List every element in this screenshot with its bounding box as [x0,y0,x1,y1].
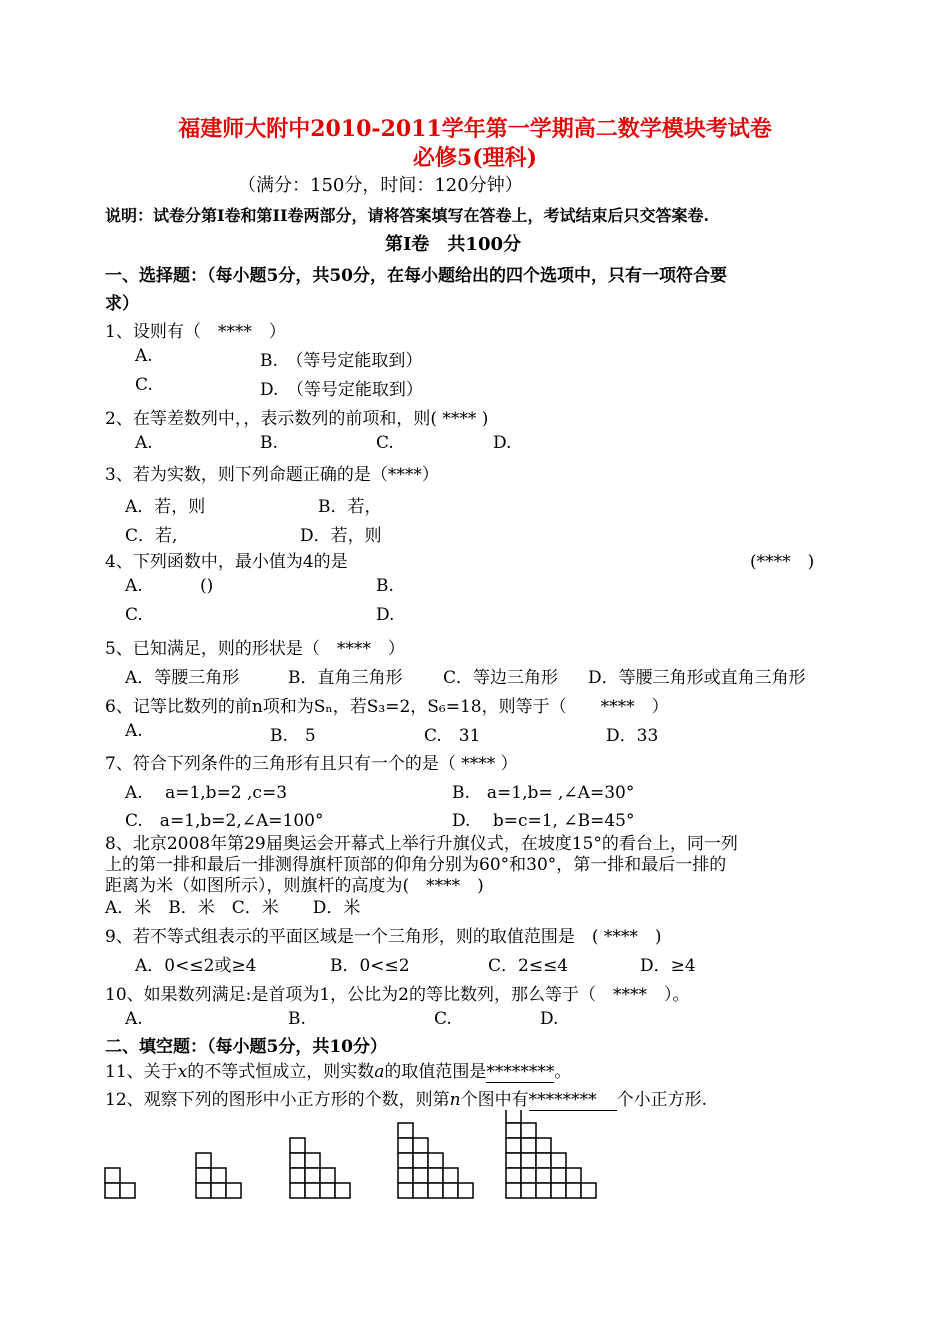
question-stem: 1、设则有（ **** ） [105,322,286,342]
answer-placeholder: (**** ) [750,552,815,572]
section-heading-cont: 求） [105,294,139,314]
option-a: A. [125,1009,143,1029]
answer-blank: ******** [529,1085,617,1111]
option-d: D. [540,1009,559,1029]
option-a: A. [135,346,153,366]
option-d: D．≥4 [640,956,696,976]
option-b: B．若， [318,497,382,517]
q11-text-2: 的不等式恒成立，则实数 [187,1062,375,1082]
option-d: D. （等号定能取到） [260,380,423,400]
option-d: D. [493,433,512,453]
option-c: C．若, [125,526,178,546]
option-a: A. a=1,b=2 ,c=3 [125,783,288,803]
option-c: C. [135,375,153,395]
option-b: B. [376,576,394,596]
option-c: C. [376,433,394,453]
question-stem: 8、北京2008年第29届奥运会开幕式上举行升旗仪式，在坡度15°的看台上，同一列 [105,834,738,854]
math-var-a: a [374,1062,385,1082]
figure-4 [398,1123,473,1198]
option-b: B. [288,1009,306,1029]
option-a-paren: () [200,576,214,596]
math-var-x: x [177,1062,188,1082]
exam-subtitle: 必修5(理科) [412,145,538,171]
option-a: A．等腰三角形 [125,668,240,688]
exam-instructions: 说明：试卷分第Ⅰ卷和第II卷两部分，请将答案填写在答卷上，考试结束后只交答案卷. [105,206,710,225]
staircase-figures [0,1110,950,1210]
exam-title: 福建师大附中2010-2011学年第一学期高二数学模块考试卷 [178,116,772,142]
question-stem-line2: 上的第一排和最后一排测得旗杆顶部的仰角分别为60°和30°，第一排和最后一排的 [105,855,727,875]
answer-blank: ******** [486,1062,555,1082]
question-stem-line3: 距离为米（如图所示），则旗杆的高度为( **** ) [105,876,484,896]
question-stem: 9、若不等式组表示的平面区域是一个三角形，则的取值范围是 ( **** ) [105,927,662,947]
question-stem: 2、在等差数列中，，表示数列的前项和，则( **** ) [105,409,489,429]
option-d: D. b=c=1, ∠B=45° [452,811,635,831]
q12-text: 12、观察下列的图形中小正方形的个数，则第 [105,1090,450,1110]
option-a: A. [125,721,143,741]
figure-3 [290,1138,350,1198]
option-d: D．若，则 [300,526,382,546]
section-heading: 二、填空题：（每小题5分，共10分） [105,1037,387,1057]
question-stem: 6、记等比数列的前n项和为Sₙ，若S₃=2，S₆=18，则等于（ **** ） [105,697,669,717]
option-b: B. [260,433,278,453]
exam-meta: （满分：150分，时间：120分钟） [238,175,523,196]
options-row: A．米 B．米 C．米 D．米 [105,898,361,918]
option-c: C．等边三角形 [443,668,559,688]
question-stem: 3、若为实数，则下列命题正确的是（****） [105,465,439,485]
figure-2 [196,1153,241,1198]
section-heading: 一、选择题：（每小题5分，共50分，在每小题给出的四个选项中，只有一项符合要 [105,266,727,286]
q12-text-3: 个小正方形. [616,1090,707,1110]
q12-text-2: 个图中有 [460,1090,529,1110]
question-stem: 5、已知满足，则的形状是（ **** ） [105,639,405,659]
option-a: A. [135,433,153,453]
figure-5 [506,1110,596,1198]
part-title: 第Ⅰ卷 共100分 [385,234,521,255]
option-b: B. a=1,b= ,∠A=30° [452,783,635,803]
option-d: D. [376,605,395,625]
q11-text: 11、关于 [105,1062,178,1082]
question-stem: 4、下列函数中，最小值为4的是 [105,552,348,572]
option-b: B. （等号定能取到） [260,351,423,371]
option-b: B. 5 [270,726,316,746]
option-c: C. a=1,b=2,∠A=100° [125,811,324,831]
q11-text-3: 的取值范围是 [384,1062,487,1082]
option-d: D．33 [606,726,659,746]
question-stem: 7、符合下列条件的三角形有且只有一个的是（ **** ） [105,754,518,774]
option-a: A．若，则 [125,497,206,517]
math-var-n: n [449,1090,461,1110]
option-c: C. 31 [424,726,481,746]
q11-text-4: 。 [554,1062,572,1082]
question-stem: 10、如果数列满足:是首项为1，公比为2的等比数列，那么等于（ **** ）。 [105,985,690,1005]
question-11 [105,1057,571,1083]
option-c: C. [125,605,143,625]
option-b: B．直角三角形 [288,668,403,688]
option-a: A. [125,576,143,596]
figure-1 [105,1168,135,1198]
option-a: A．0<≤2或≥4 [135,956,257,976]
option-b: B．0<≤2 [330,956,410,976]
option-d: D．等腰三角形或直角三角形 [588,668,806,688]
option-c: C. [434,1009,452,1029]
question-12 [105,1085,707,1111]
option-c: C．2≤≤4 [488,956,569,976]
